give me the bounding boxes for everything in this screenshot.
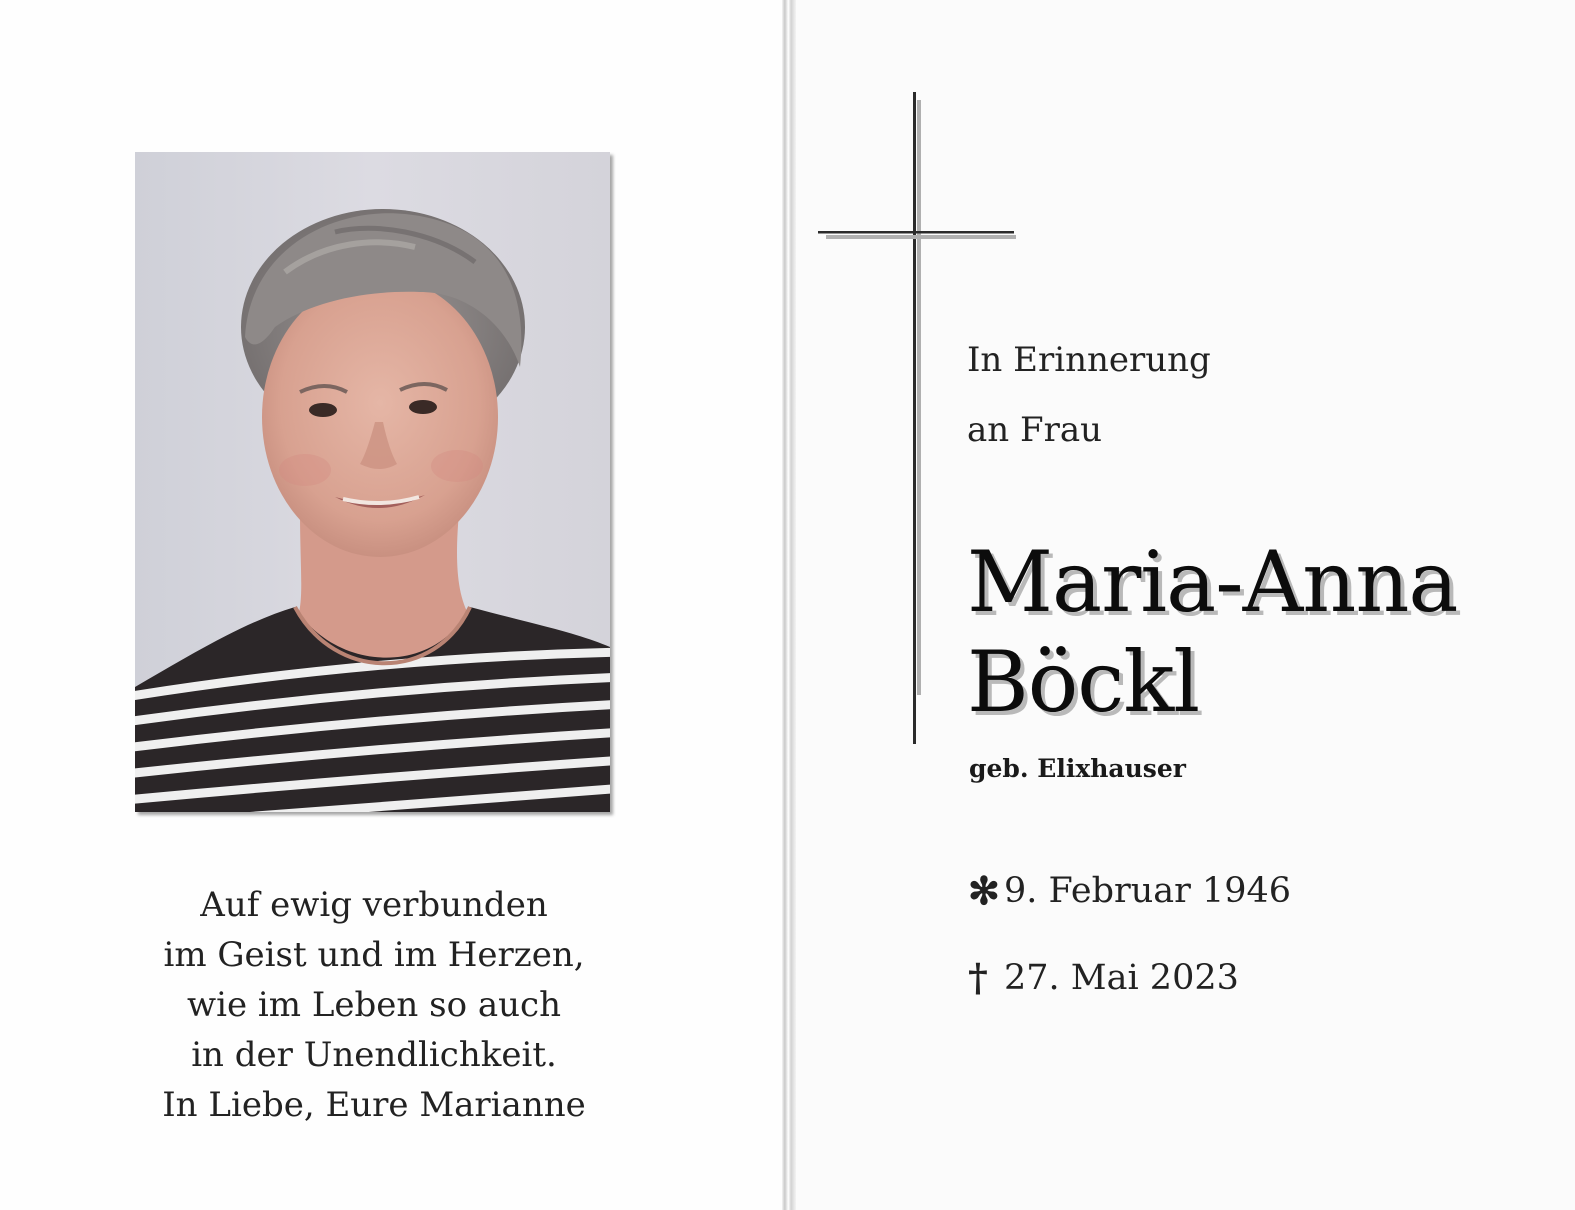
page-fold bbox=[782, 0, 796, 1210]
birth-date-row bbox=[968, 868, 1291, 913]
verse-line: Auf ewig verbunden bbox=[200, 885, 548, 925]
verse-line: in der Unendlichkeit. bbox=[191, 1035, 557, 1075]
death-date: 27. Mai 2023 bbox=[1004, 957, 1239, 998]
left-page bbox=[0, 0, 782, 1210]
birth-date: 9. Februar 1946 bbox=[1004, 870, 1292, 911]
intro-line-2: an Frau bbox=[967, 410, 1102, 450]
memorial-verse bbox=[100, 880, 648, 1130]
intro-line-1: In Erinnerung bbox=[967, 340, 1211, 380]
verse-line: im Geist und im Herzen, bbox=[163, 935, 585, 975]
verse-line: In Liebe, Eure Marianne bbox=[162, 1085, 586, 1125]
first-name: Maria-Anna bbox=[967, 533, 1458, 631]
death-dagger-icon: † bbox=[968, 955, 988, 1000]
portrait-photo bbox=[135, 152, 610, 812]
maiden-name: geb. Elixhauser bbox=[969, 754, 1186, 783]
death-date-row bbox=[968, 955, 1239, 1000]
birth-star-icon: ✻ bbox=[968, 868, 1000, 913]
verse-line: wie im Leben so auch bbox=[187, 985, 561, 1025]
last-name: Böckl bbox=[967, 633, 1200, 731]
